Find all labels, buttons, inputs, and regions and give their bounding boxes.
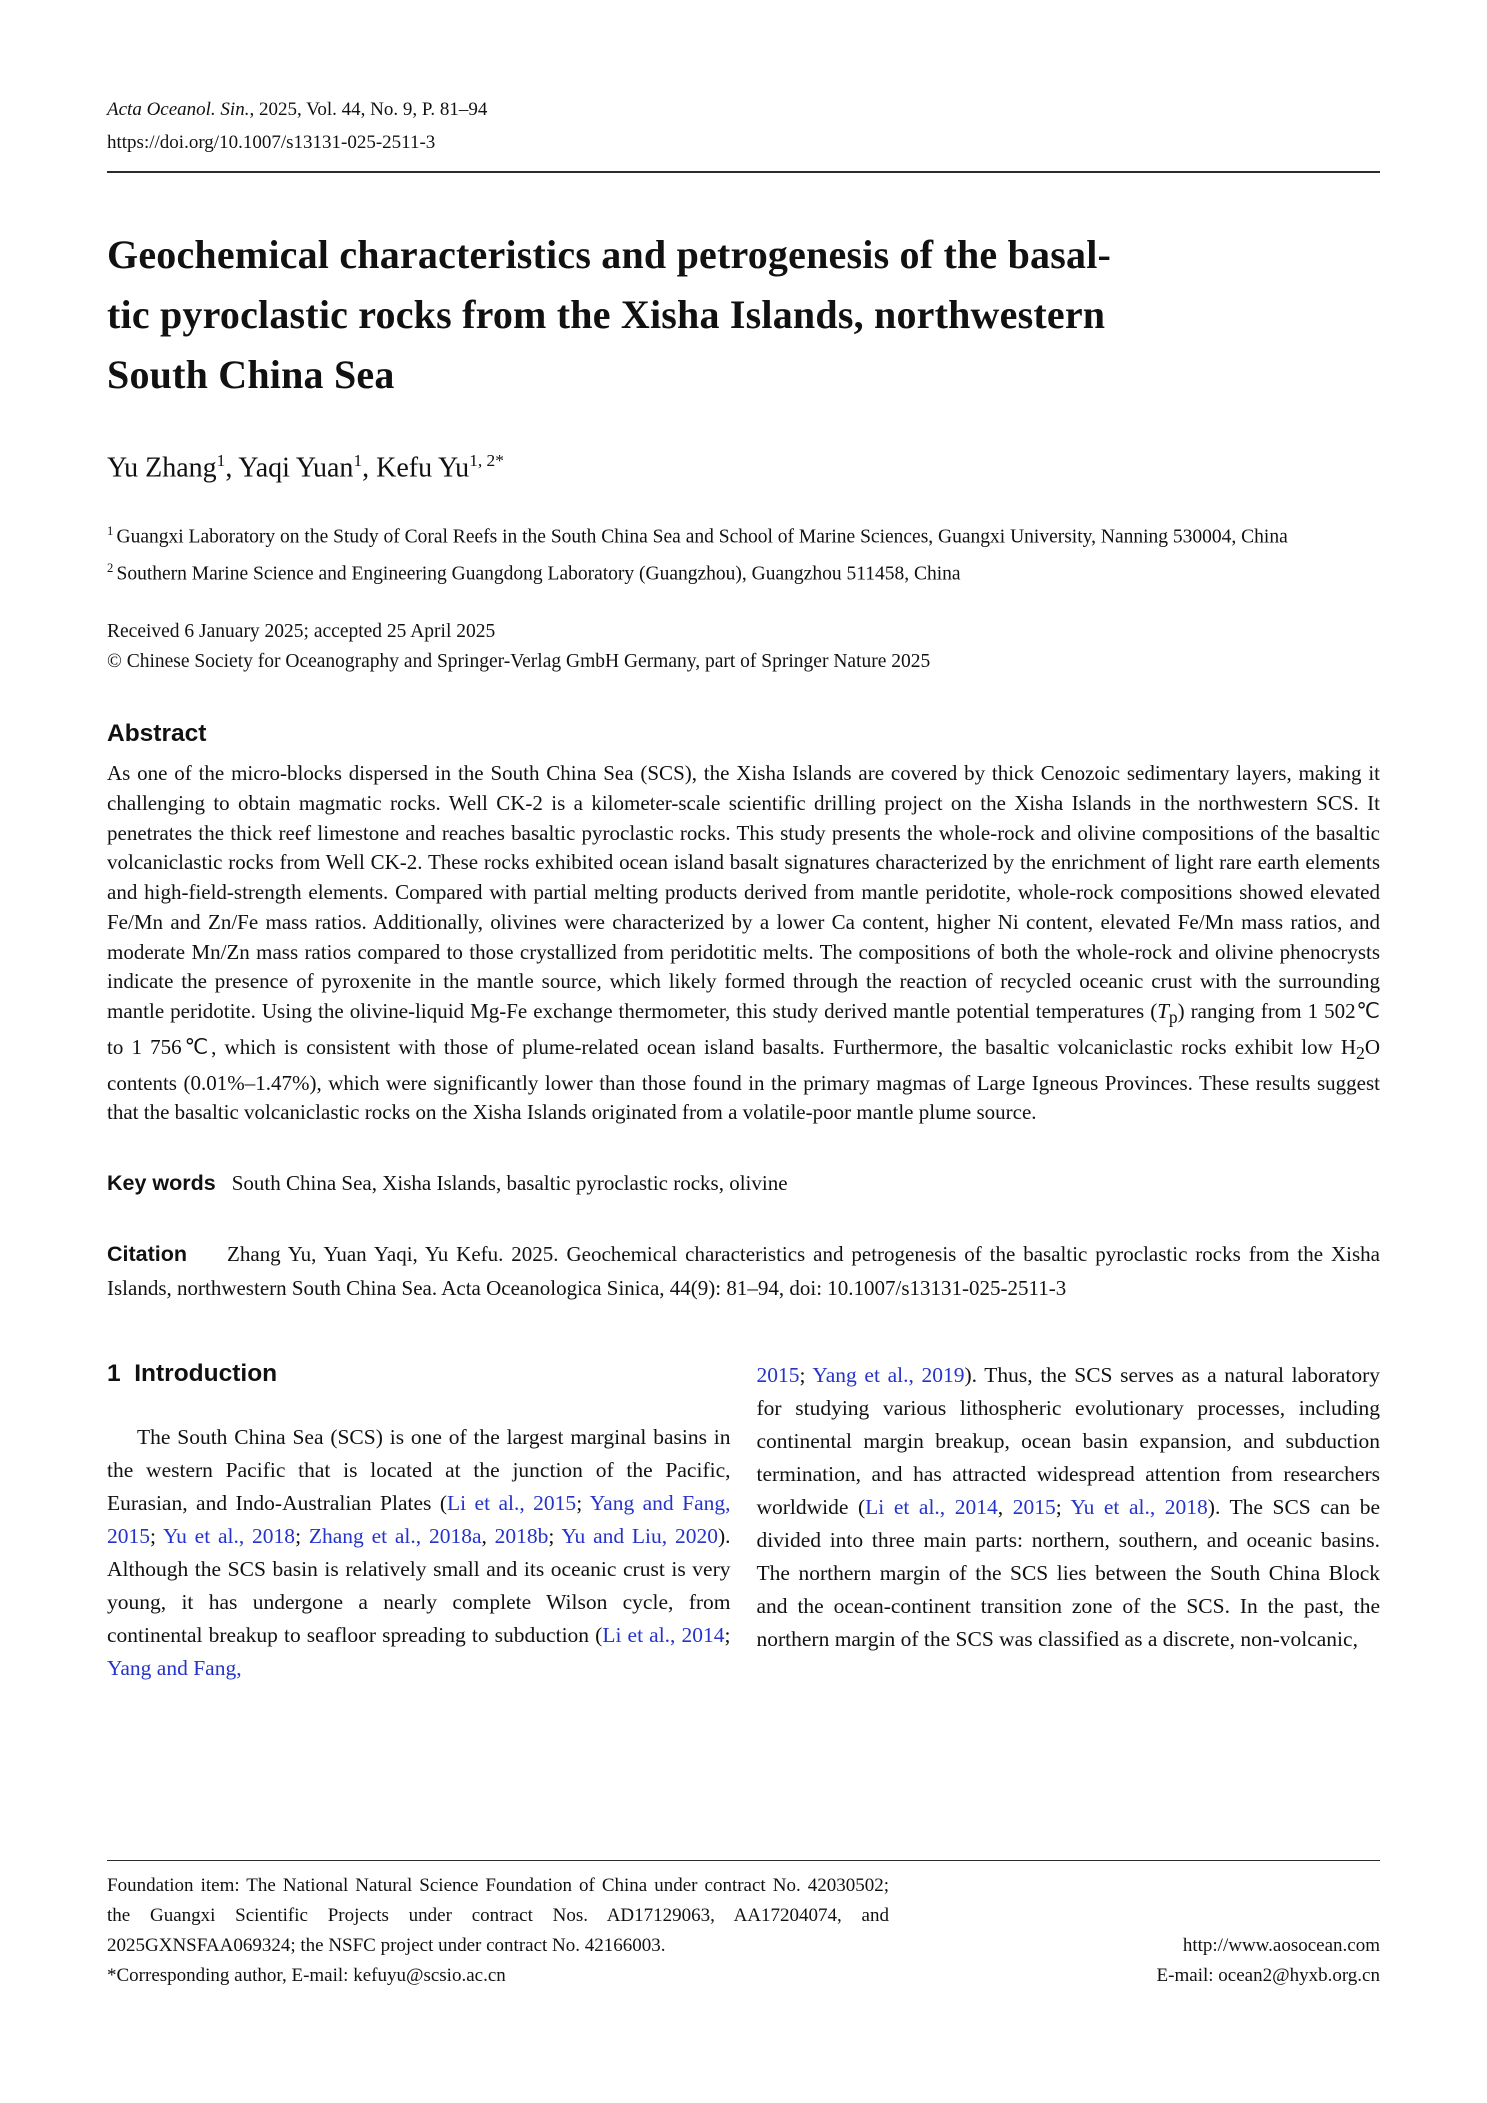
paper-title: Geochemical characteristics and petrogenesis of the basal- tic pyroclastic rocks from the Xisha Islands, northwestern South China Sea	[107, 232, 1112, 397]
abstract-section	[107, 719, 1380, 1128]
intro-column-right	[757, 1357, 1381, 1685]
authors-line: Yu Zhang$^1$, Yaqi Yuan$^1$, Kefu $Yu^{1, 2*}$	[107, 451, 504, 484]
intro-paragraph-right: 2015; Yang et al., 2019). Thus, the SCS serves as a natural laboratory for studying various lithospheric evolutionary processes, including continental margin breakup, ocean basin expansion, and subduction termination, and has attracted widespread attention from researchers worldwide (Li et al., 2014, 2015; Yu et al., 2018). The SCS can be divided into three main parts: northern, southern, and oceanic basins. The northern margin of the SCS lies between the South China Block and the ocean-continent transition zone of the SCS. In the past, the northern margin of the SCS was classified as a discrete, non-volcanic,	[756, 1363, 1380, 1652]
citation-text: Zhang Yu, Yuan Yaqi, Yu Kefu. 2025. Geochemical characteristics and petrogenesis of the basaltic pyroclastic rocks from the Xisha Islands, northwestern South China Sea. Acta Oceanologica Sinica, 44(9): 81–94, doi: 10.1007/s13131-025-2511-3	[107, 1242, 1380, 1300]
citation-link[interactable]: 2018b	[494, 1524, 549, 1549]
introduction-columns	[107, 1357, 1380, 1685]
citation-link[interactable]: Li et al., 2014	[865, 1495, 998, 1520]
citation-link[interactable]: Yang and Fang,	[107, 1656, 242, 1681]
keywords-line	[107, 1168, 1380, 1198]
journal-issue-line: Acta Oceanol. Sin., 2025, Vol. 44, No. 9, P. 81–94	[107, 99, 488, 120]
citation-link[interactable]: Li et al., 2014	[602, 1623, 725, 1648]
citation-label: Citation	[107, 1242, 188, 1267]
citation-link[interactable]: Yang et al., 2019	[812, 1363, 965, 1388]
citation-link[interactable]: Zhang et al., 2018a	[308, 1524, 482, 1549]
citation-link[interactable]: Yu et al., 2018	[1070, 1495, 1208, 1520]
corresponding-author-note: *Corresponding author, E-mail: kefuyu@scsio.ac.cn	[107, 1965, 506, 1986]
citation-link[interactable]: Li et al., 2015	[447, 1491, 577, 1516]
abstract-text: As one of the micro-blocks dispersed in the South China Sea (SCS), the Xisha Islands are covered by thick Cenozoic sedimentary layers, making it challenging to obtain magmatic rocks. Well CK-2 is a kilometer-scale scientific drilling project on the Xisha Islands in the northwestern SCS. It penetrates the thick reef limestone and reaches basaltic pyroclastic rocks. This study presents the whole-rock and olivine compositions of the basaltic volcaniclastic rocks from Well CK-2. These rocks exhibited ocean island basalt signatures characterized by the enrichment of light rare earth elements and high-field-strength elements. Compared with partial melting products derived from mantle peridotite, whole-rock compositions showed elevated Fe/Mn and Zn/Fe mass ratios. Additionally, olivines were characterized by a lower Ca content, higher Ni content, elevated Fe/Mn mass ratios, and moderate Mn/Zn mass ratios compared to those crystallized from peridotitic melts. The compositions of both the whole-rock and olivine phenocrysts indicate the presence of pyroxenite in the mantle source, which likely formed through the reaction of recycled oceanic crust with the surrounding mantle peridotite. Using the olivine-liquid Mg-Fe exchange thermometer, this study derived mantle potential temperatures $(T_p)$ ranging from 1 502℃ to 1 756℃, which is consistent with those of plume-related ocean island basalts. Furthermore, the basaltic volcaniclastic rocks exhibit low $H_2O$ contents (0.01%–1.47%), which were significantly lower than those found in the primary magmas of Large Igneous Provinces. These results suggest that the basaltic volcaniclastic rocks on the Xisha Islands originated from a volatile-poor mantle plume source.	[107, 761, 1380, 1125]
citation-link[interactable]: Yu et al., 2018	[162, 1524, 296, 1549]
citation-block	[107, 1238, 1380, 1305]
foundation-item-note: Foundation item: The National Natural Science Foundation of China under contract No. 42030502; the Guangxi Scientific Projects under contract Nos. AD17129063, AA17204074, and 2025GXNSFAA069324; the NSFC project under contract No. 42166003.	[107, 1875, 889, 1956]
journal-contact-block	[1157, 1931, 1380, 1991]
keywords-label: Key words	[107, 1171, 216, 1196]
journal-email-line: E-mail: ocean2@hyxb.org.cn	[1156, 1965, 1380, 1986]
affiliation-2: $^2$ Southern Marine Science and Engineering Guangdong Laboratory (Guangzhou), Guangzhou 511458, China	[107, 560, 961, 585]
header-divider	[107, 171, 1380, 173]
affiliation-1: $^1$ Guangxi Laboratory on the Study of Coral Reefs in the South China Sea and School of Marine Sciences, Guangxi University, Nanning 530004, China	[107, 524, 1288, 548]
citation-link[interactable]: Yang and Fang, 2015	[107, 1491, 731, 1549]
citation-link[interactable]: Yu and Liu, 2020	[561, 1524, 718, 1549]
affiliations	[107, 516, 1380, 589]
keywords-text: South China Sea, Xisha Islands, basaltic pyroclastic rocks, olivine	[231, 1171, 788, 1196]
copyright-line: © Chinese Society for Oceanography and Springer-Verlag GmbH Germany, part of Springer Nature 2025	[107, 651, 931, 673]
footnote-area	[107, 1860, 1380, 1991]
abstract-heading: Abstract	[107, 720, 207, 748]
citation-link[interactable]: 2015	[756, 1363, 800, 1388]
journal-website-url: http://www.aosocean.com	[1182, 1935, 1380, 1956]
doi-line: https://doi.org/10.1007/s13131-025-2511-3	[107, 132, 436, 153]
journal-header	[107, 98, 1380, 173]
citation-link[interactable]: 2015	[1012, 1495, 1056, 1520]
introduction-heading: 1 Introduction	[107, 1360, 278, 1388]
intro-paragraph-left: The South China Sea (SCS) is one of the largest marginal basins in the western Pacific that is located at the junction of the Pacific, Eurasian, and Indo-Australian Plates (Li et al., 2015; Yang and Fang, 2015; Yu et al., 2018; Zhang et al., 2018a, 2018b; Yu and Liu, 2020). Although the SCS basin is relatively small and its oceanic crust is very young, it has undergone a nearly complete Wilson cycle, from continental breakup to seafloor spreading to subduction (Li et al., 2014; Yang and Fang,	[107, 1425, 731, 1681]
received-accepted-line: Received 6 January 2025; accepted 25 April 2025	[107, 621, 496, 643]
intro-column-left	[107, 1357, 731, 1685]
